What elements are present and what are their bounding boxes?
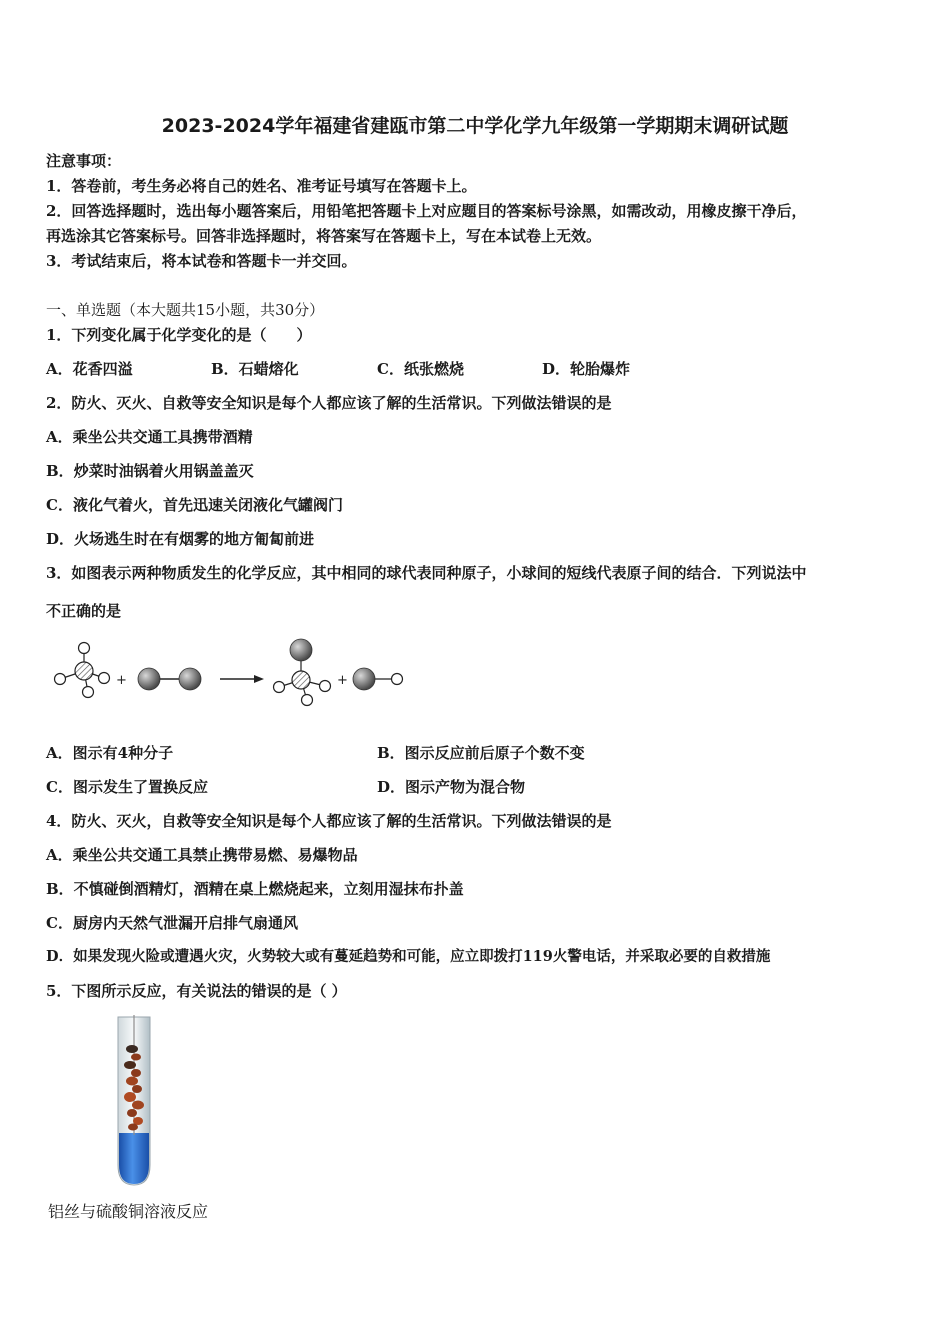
q5-stem: 5．下图所示反应，有关说法的错误的是（ ） <box>46 982 347 1000</box>
q3-stem: 3．如图表示两种物质发生的化学反应，其中相同的球代表同种原子，小球间的短线代表原子间的结合．下列说法中 <box>46 564 807 582</box>
svg-text:+: + <box>337 673 348 688</box>
q2-option-a: A．乘坐公共交通工具携带酒精 <box>46 428 253 446</box>
substituted-molecule <box>274 639 331 706</box>
section-heading: 一、单选题（本大题共15小题，共30分） <box>46 301 325 319</box>
reaction-diagram <box>44 636 414 716</box>
figure-caption: 铝丝与硫酸铜溶液反应 <box>48 1202 209 1221</box>
reaction-arrow-icon <box>220 675 264 683</box>
notes-heading: 注意事项： <box>46 152 122 170</box>
q2-option-d: D．火场逃生时在有烟雾的地方匍匐前进 <box>46 530 315 548</box>
page-title: 2023-2024学年福建省建瓯市第二中学化学九年级第一学期期末调研试题 <box>161 115 789 137</box>
q3-stem-continued: 不正确的是 <box>46 602 122 620</box>
notes-item: 2．回答选择题时，选出每小题答案后，用铅笔把答题卡上对应题目的答案标号涂黑，如需改动，用橡皮擦干净后， <box>46 202 807 220</box>
notes-item: 3．考试结束后，将本试卷和答题卡一并交回。 <box>46 252 357 270</box>
methane-like-molecule <box>55 643 110 698</box>
q4-option-b: B．不慎碰倒酒精灯，酒精在桌上燃烧起来，立刻用湿抹布扑盖 <box>46 880 464 898</box>
q2-option-c: C．液化气着火，首先迅速关闭液化气罐阀门 <box>46 496 343 514</box>
q1-stem: 1．下列变化属于化学变化的是（ ） <box>46 326 312 344</box>
q2-stem: 2．防火、灭火、自救等安全知识是每个人都应该了解的生活常识。下列做法错误的是 <box>46 394 612 412</box>
q1-option-b: B．石蜡熔化 <box>211 360 299 378</box>
q4-stem: 4．防火、灭火，自救等安全知识是每个人都应该了解的生活常识。下列做法错误的是 <box>46 812 612 830</box>
q4-option-d: D．如果发现火险或遭遇火灾，火势较大或有蔓延趋势和可能，应立即拨打119火警电话，并采取必要的自救措施 <box>46 948 771 965</box>
notes-item: 再选涂其它答案标号。回答非选择题时，将答案写在答题卡上，写在本试卷上无效。 <box>46 227 602 245</box>
q1-option-a: A．花香四溢 <box>46 360 133 378</box>
diatomic-molecule <box>138 668 201 690</box>
q1-option-c: C．纸张燃烧 <box>377 360 464 378</box>
q1-option-d: D．轮胎爆炸 <box>542 360 631 378</box>
q3-option-a: A．图示有4种分子 <box>46 744 174 762</box>
q3-option-d: D．图示产物为混合物 <box>377 778 526 796</box>
q3-option-c: C．图示发生了置换反应 <box>46 778 208 796</box>
notes-item: 1．答卷前，考生务必将自己的姓名、准考证号填写在答题卡上。 <box>46 177 477 195</box>
q4-option-c: C．厨房内天然气泄漏开启排气扇通风 <box>46 914 298 932</box>
q2-option-b: B．炒菜时油锅着火用锅盖盖灭 <box>46 462 254 480</box>
product-molecule <box>353 668 403 690</box>
test-tube-photo <box>108 1015 160 1191</box>
q4-option-a: A．乘坐公共交通工具禁止携带易燃、易爆物品 <box>46 846 358 864</box>
svg-text:+: + <box>116 673 127 688</box>
q3-option-b: B．图示反应前后原子个数不变 <box>377 744 585 762</box>
